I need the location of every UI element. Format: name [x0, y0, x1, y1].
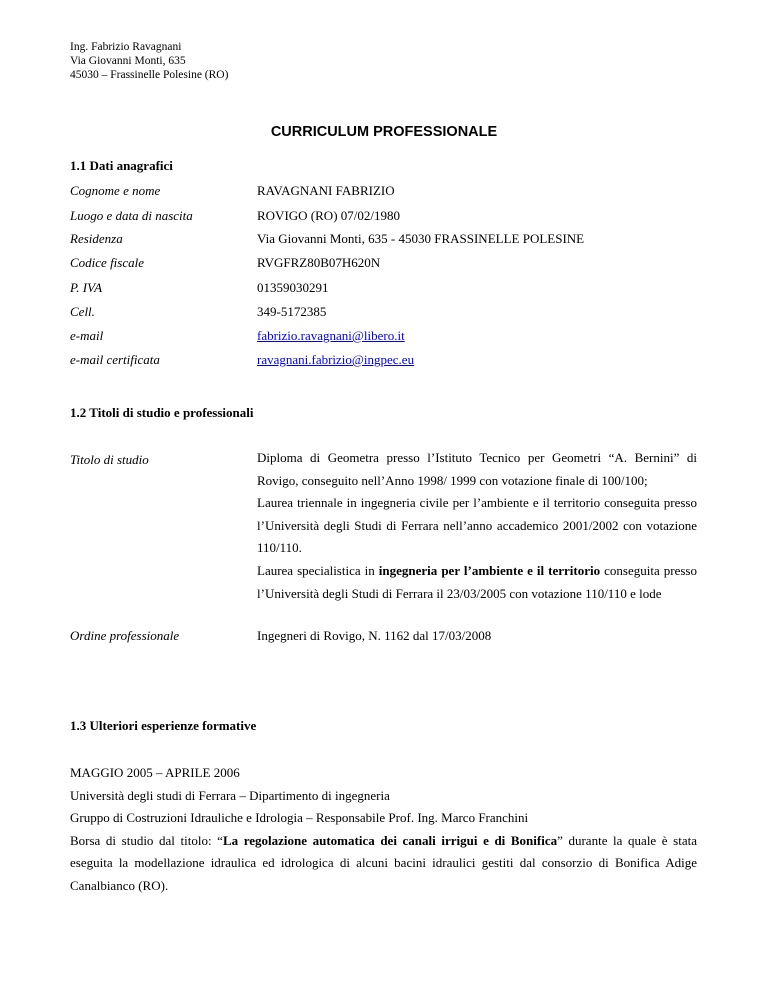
letterhead-city: 45030 – Frassinelle Polesine (RO): [70, 69, 229, 81]
section-heading-esperienze-formative: 1.3 Ulteriori esperienze formative: [70, 718, 257, 733]
label-email: e-mail: [70, 328, 104, 343]
label-partita-iva: P. IVA: [70, 280, 103, 295]
borsa-prefix: Borsa di studio dal titolo: “: [70, 832, 223, 848]
label-titolo-di-studio: Titolo di studio: [70, 452, 149, 467]
research-group-text: Gruppo di Costruzioni Idrauliche e Idrologia – Responsabile Prof. Ing. Marco Franchini: [70, 810, 529, 826]
label-codice-fiscale: Codice fiscale: [70, 255, 145, 270]
period-text: MAGGIO 2005 – APRILE 2006: [70, 765, 240, 780]
document-title: CURRICULUM PROFESSIONALE: [270, 124, 498, 140]
laurea-spec-suffix: conseguita presso l’Università degli Studi di Ferrara il 23/03/2005 con votazione 110/110 e lode: [257, 562, 697, 601]
titoli-di-studio-block: [257, 447, 697, 605]
university-text: Università degli studi di Ferrara – Dipartimento di ingegneria: [70, 787, 390, 803]
value-luogo-data-nascita: ROVIGO (RO) 07/02/1980: [257, 208, 400, 223]
laurea-specialistica-text: [257, 560, 697, 605]
label-email-certificata: e-mail certificata: [70, 352, 160, 367]
borsa-title: La regolazione automatica dei canali irrigui e di Bonifica: [222, 832, 558, 848]
value-residenza: Via Giovanni Monti, 635 - 45030 FRASSINELLE POLESINE: [257, 231, 585, 246]
value-cellulare: 349-5172385: [257, 304, 327, 319]
laurea-spec-field: ingegneria per l’ambiente e il territorio: [378, 562, 601, 578]
laurea-triennale-text: Laurea triennale in ingegneria civile per l’ambiente e il territorio conseguita presso l’Università degli Studi di Ferrara nell’anno accademico 2001/2002 con votazione 110/110.: [257, 495, 697, 556]
letterhead-street: Via Giovanni Monti, 635: [70, 55, 186, 67]
label-cellulare: Cell.: [70, 304, 95, 319]
label-residenza: Residenza: [70, 231, 123, 246]
letterhead-name: Ing. Fabrizio Ravagnani: [70, 41, 182, 53]
value-cognome-nome: RAVAGNANI FABRIZIO: [257, 183, 395, 198]
letterhead: [70, 40, 228, 82]
esperienze-formative-block: [70, 762, 697, 898]
section-heading-dati-anagrafici: 1.1 Dati anagrafici: [70, 158, 173, 173]
email-link[interactable]: fabrizio.ravagnani@libero.it: [257, 328, 405, 343]
label-ordine-professionale: Ordine professionale: [70, 628, 180, 643]
value-partita-iva: 01359030291: [257, 280, 329, 295]
section-heading-titoli-studio: 1.2 Titoli di studio e professionali: [70, 405, 254, 420]
label-luogo-data-nascita: Luogo e data di nascita: [70, 208, 193, 223]
pec-email-link[interactable]: ravagnani.fabrizio@ingpec.eu: [257, 352, 415, 367]
value-ordine-professionale: Ingegneri di Rovigo, N. 1162 dal 17/03/2008: [257, 628, 492, 643]
diploma-text: Diploma di Geometra presso l’Istituto Tecnico per Geometri “A. Bernini” di Rovigo, conseguito nell’Anno 1998/ 1999 con votazione finale di 100/100;: [257, 450, 697, 488]
borsa-suffix: ” durante la quale è stata eseguita la modellazione idraulica ed idrologica di alcuni bacini idraulici gestiti dal consorzio di Bonifica Adige Canalbianco (RO).: [70, 832, 697, 893]
label-cognome-nome: Cognome e nome: [70, 183, 161, 198]
laurea-spec-prefix: Laurea specialistica in: [257, 562, 379, 578]
value-codice-fiscale: RVGFRZ80B07H620N: [257, 255, 381, 270]
borsa-di-studio-text: [70, 830, 697, 898]
